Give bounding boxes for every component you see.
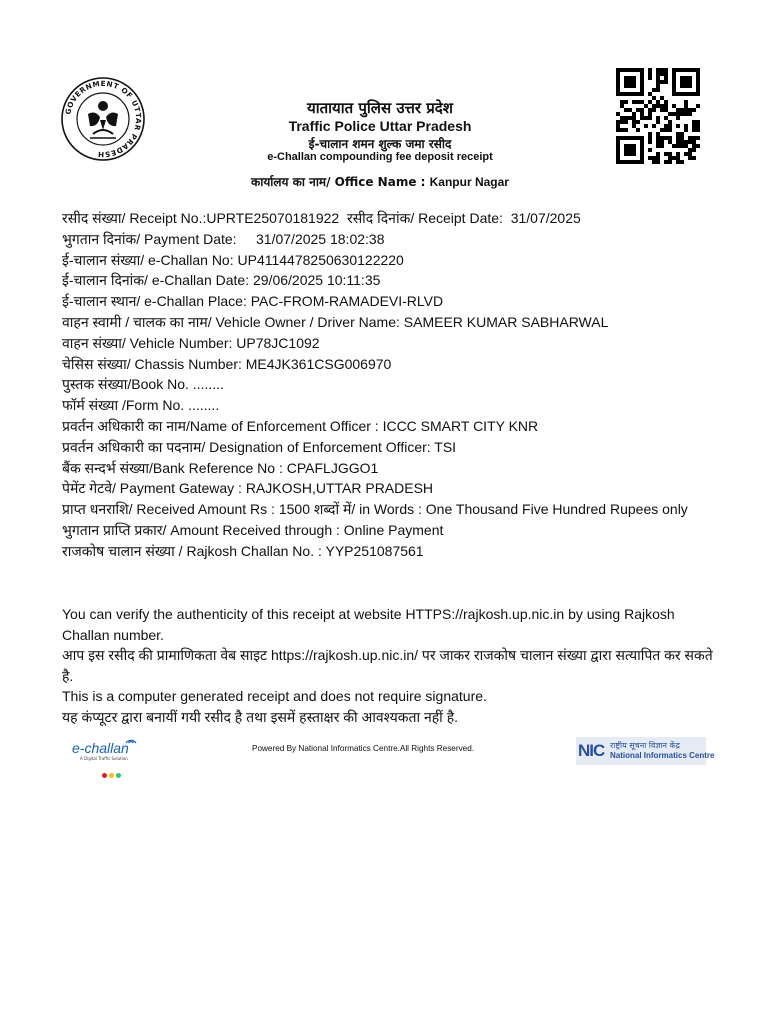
receipt-notes [62,604,722,727]
echallan-number-line: ई-चालान संख्या/ e-Challan No: UP4114478250630122220 [62,251,404,268]
title-hindi: यातायात पुलिस उत्तर प्रदेश [307,99,453,117]
received-through-line: भुगतान प्राप्ति प्रकार/ Amount Received through : Online Payment [62,521,444,538]
chassis-number-line: चेसिस संख्या/ Chassis Number: ME4JK361CSG006970 [62,355,392,372]
verify-note-english: You can verify the authenticity of this receipt at website HTTPS://rajkosh.up.nic.in by using Rajkosh Challan number. [62,606,675,643]
echallan-date-line: ई-चालान दिनांक/ e-Challan Date: 29/06/2025 10:11:35 [62,272,381,289]
receipt-details [62,208,722,562]
officer-designation-line: प्रवर्तन अधिकारी का पदनाम/ Designation of Enforcement Officer: TSI [62,438,457,455]
vehicle-number-line: वाहन संख्या/ Vehicle Number: UP78JC1092 [62,334,320,351]
nic-mark: NIC [578,741,605,760]
subtitle-english: e-Challan compounding fee deposit receipt [267,151,493,163]
bank-reference-line: बैंक सन्दर्भ संख्या/Bank Reference No : CPAFLJGGO1 [62,459,379,476]
up-government-emblem [60,76,146,162]
nic-logo [576,737,715,765]
owner-name-line: वाहन स्वामी / चालक का नाम/ Vehicle Owner / Driver Name: SAMEER KUMAR SABHARWAL [62,313,609,330]
qr-code-image [616,68,700,164]
computer-generated-english: This is a computer generated receipt and does not require signature. [62,688,487,704]
officer-name-line: प्रवर्तन अधिकारी का नाम/Name of Enforcement Officer : ICCC SMART CITY KNR [62,417,539,434]
office-name [160,173,600,190]
rajkosh-challan-line: राजकोष चालान संख्या / Rajkosh Challan No. : YYP251087561 [62,542,424,559]
subtitle-hindi: ई-चालान शमन शुल्क जमा रसीद [308,137,452,151]
computer-generated-hindi: यह कंप्यूटर द्वारा बनायीं गयी रसीद है तथा इसमें हस्ताक्षर की आवश्यकता नहीं है. [62,708,459,725]
echallan-place-line: ई-चालान स्थान/ e-Challan Place: PAC-FROM-RAMADEVI-RLVD [62,293,444,310]
payment-date-line: भुगतान दिनांक/ Payment Date: 31/07/2025 18:02:38 [62,230,385,247]
nic-name-hindi: राष्ट्रीय सूचना विज्ञान केंद्र [610,741,680,750]
powered-by-text: Powered By National Informatics Centre.All Rights Reserved. [252,744,475,753]
footer [62,734,715,774]
verify-note-hindi: आप इस रसीद की प्रामाणिकता वेब साइट https://rajkosh.up.nic.in/ पर जाकर राजकोष चालान संख्या द्वारा सत्यापित कर सकते है. [62,647,713,684]
echallan-logo [72,734,142,770]
book-number-line: पुस्तक संख्या/Book No. ........ [62,376,224,393]
traffic-light-icon [102,763,123,782]
office-name-value: Kanpur Nagar [429,175,509,189]
office-name-label: कार्यालय का नाम/ Office Name : [251,175,430,189]
receipt-number-line: रसीद संख्या/ Receipt No.:UPRTE25070181922 रसीद दिनांक/ Receipt Date: 31/07/2025 [62,210,581,226]
svg-text:GOVERNMENT OF UTTAR PRADESH [63,79,143,159]
nic-name-english: National Informatics Centre [610,751,715,760]
echallan-brand-text: e-challan [72,740,129,756]
title-english: Traffic Police Uttar Pradesh [288,118,472,134]
received-amount-line: प्राप्त धनराशि/ Received Amount Rs : 1500 शब्दों में/ in Words : One Thousand Five Hundred Rupees only [62,501,688,518]
emblem-ring-text: GOVERNMENT OF UTTAR PRADESH [63,78,144,160]
echallan-tagline: A Digital Traffic Solution [80,756,128,761]
payment-gateway-line: पेमेंट गेटवे/ Payment Gateway : RAJKOSH,UTTAR PRADESH [62,480,434,497]
form-number-line: फॉर्म संख्या /Form No. ........ [62,397,220,414]
